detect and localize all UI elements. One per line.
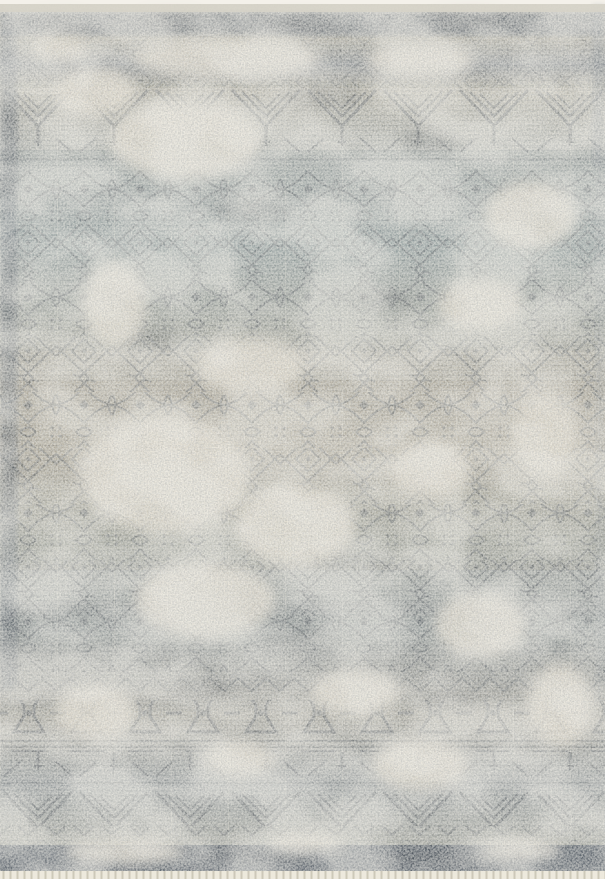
dark-grain-layer bbox=[0, 4, 605, 871]
bottom-fringe bbox=[0, 871, 605, 879]
top-selvage-strip bbox=[0, 4, 605, 12]
rug-body bbox=[0, 4, 605, 879]
